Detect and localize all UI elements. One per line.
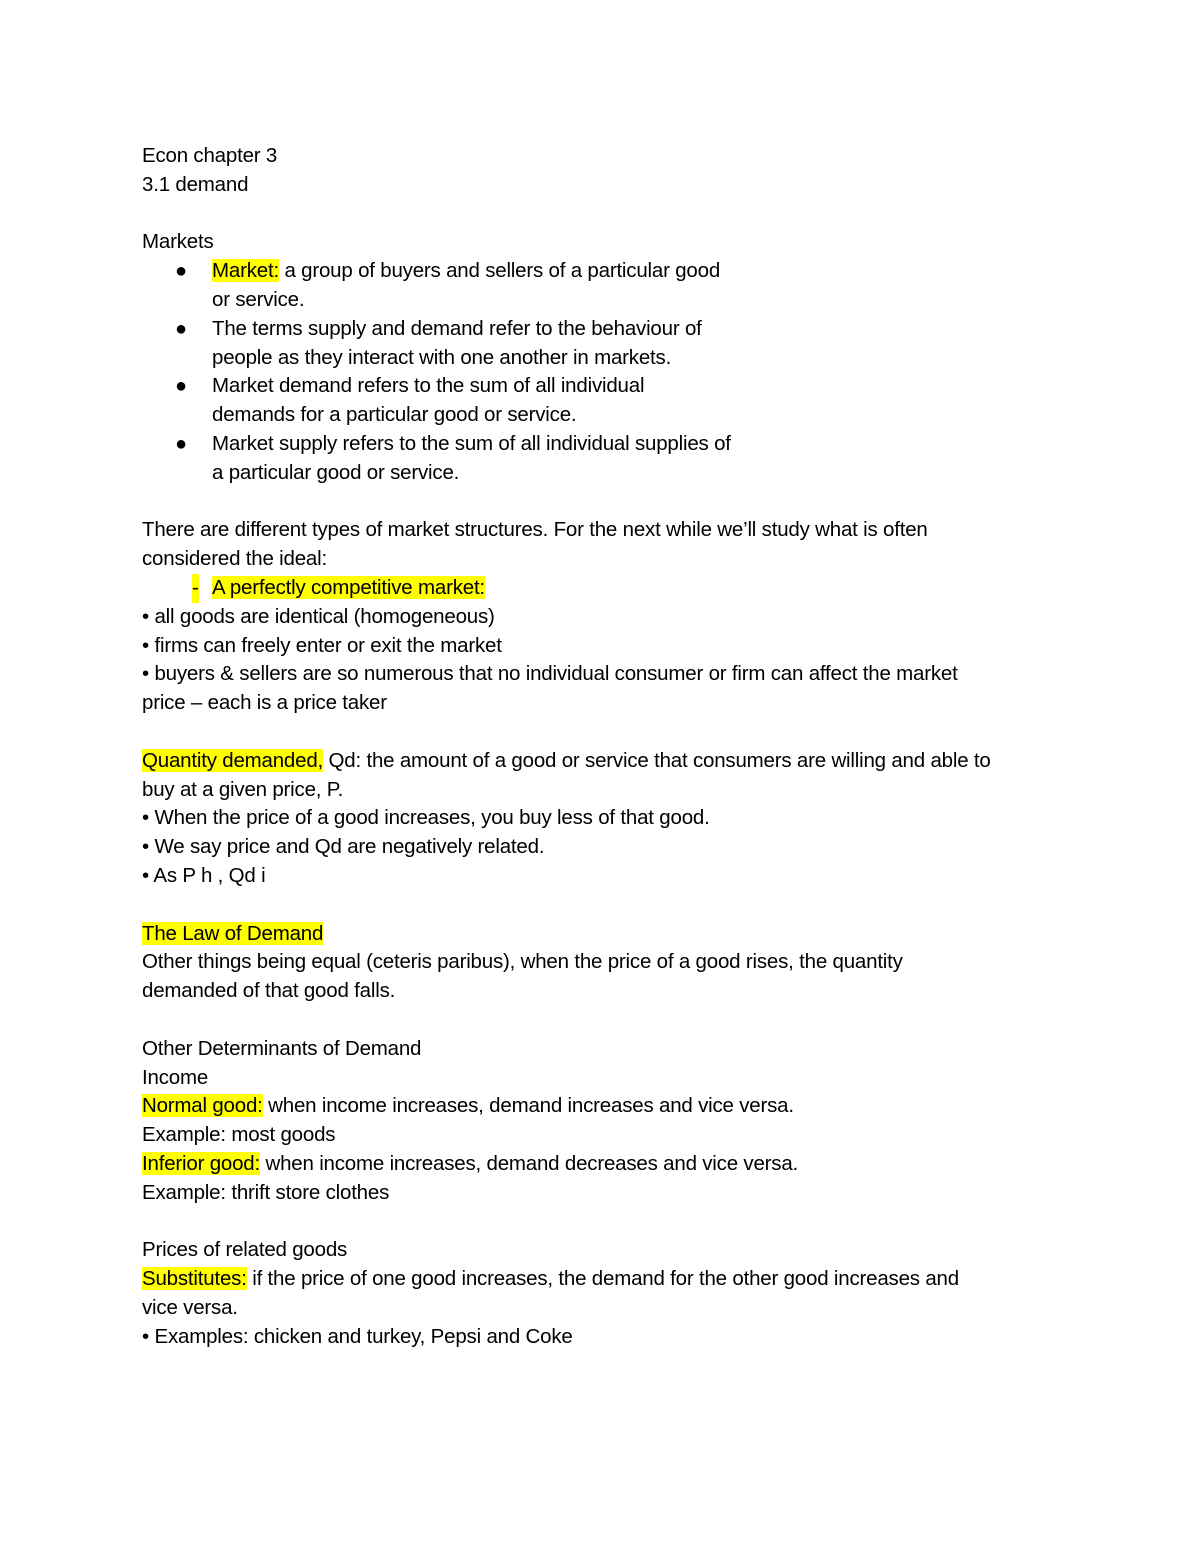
quantity-demanded-line-1 bbox=[142, 747, 1072, 776]
markets-bullet-1-text: a group of buyers and sellers of a particular good or service. bbox=[212, 259, 721, 311]
term-substitutes: Substitutes: bbox=[142, 1267, 247, 1291]
inferior-good-definition: when income increases, demand decreases and vice versa. bbox=[260, 1151, 799, 1175]
structures-point-3: • buyers & sellers are so numerous that no individual consumer or firm can affect the market bbox=[142, 662, 958, 686]
normal-good-definition: when income increases, demand increases and vice versa. bbox=[262, 1094, 794, 1118]
quantity-demanded-point-1: • When the price of a good increases, you buy less of that good. bbox=[142, 806, 710, 830]
document-body bbox=[142, 142, 1072, 1351]
document-title: Econ chapter 3 bbox=[142, 144, 278, 167]
law-of-demand-heading-line bbox=[142, 920, 1072, 949]
blank-line bbox=[142, 891, 1072, 920]
quantity-demanded-line-2: buy at a given price, P. bbox=[142, 777, 344, 801]
term-quantity-demanded: Quantity demanded, bbox=[142, 748, 324, 772]
blank-line bbox=[142, 488, 1072, 517]
structures-point-2: • firms can freely enter or exit the market bbox=[142, 633, 502, 657]
blank-line bbox=[142, 718, 1072, 747]
law-of-demand-line-1: Other things being equal (ceteris paribus), when the price of a good rises, the quantity bbox=[142, 950, 903, 974]
term-inferior-good: Inferior good: bbox=[142, 1151, 260, 1175]
income-heading: Income bbox=[142, 1065, 209, 1089]
markets-bullet-2 bbox=[142, 315, 732, 373]
markets-bullet-1 bbox=[142, 257, 732, 315]
term-normal-good: Normal good: bbox=[142, 1094, 263, 1118]
law-of-demand-heading: The Law of Demand bbox=[142, 921, 324, 945]
structures-intro-line-1: There are different types of market structures. For the next while we’ll study what is often bbox=[142, 518, 928, 542]
blank-line bbox=[142, 1006, 1072, 1035]
substitutes-examples: • Examples: chicken and turkey, Pepsi and Coke bbox=[142, 1324, 573, 1348]
markets-bullet-3-text: Market demand refers to the sum of all individual demands for a particular good or service. bbox=[212, 374, 645, 427]
inferior-good-example: Example: thrift store clothes bbox=[142, 1180, 390, 1204]
blank-line bbox=[142, 1207, 1072, 1236]
blank-line bbox=[142, 200, 1072, 229]
related-goods-heading: Prices of related goods bbox=[142, 1238, 348, 1262]
other-determinants-heading: Other Determinants of Demand bbox=[142, 1036, 422, 1060]
quantity-demanded-point-2: • We say price and Qd are negatively related. bbox=[142, 835, 545, 859]
normal-good-example: Example: most goods bbox=[142, 1123, 336, 1147]
bullet-icon: ● bbox=[175, 260, 187, 283]
markets-heading: Markets bbox=[142, 230, 214, 254]
structures-point-1: • all goods are identical (homogeneous) bbox=[142, 604, 495, 628]
term-market: Market: bbox=[212, 259, 279, 283]
substitutes-line-2: vice versa. bbox=[142, 1295, 238, 1319]
section-subtitle: 3.1 demand bbox=[142, 172, 249, 196]
normal-good-line bbox=[142, 1092, 1072, 1121]
term-perfectly-competitive-market: A perfectly competitive market: bbox=[212, 575, 485, 599]
structures-intro-line-2: considered the ideal: bbox=[142, 547, 327, 571]
substitutes-definition: if the price of one good increases, the demand for the other good increases and bbox=[246, 1267, 959, 1291]
quantity-demanded-point-3: • As P h , Qd i bbox=[142, 863, 266, 887]
substitutes-line-1 bbox=[142, 1265, 1072, 1294]
bullet-icon: ● bbox=[175, 375, 187, 398]
markets-bullet-list bbox=[142, 257, 1072, 487]
markets-bullet-2-text: The terms supply and demand refer to the behaviour of people as they interact with one another in markets. bbox=[212, 316, 702, 369]
perfect-competition-item bbox=[142, 574, 1072, 603]
quantity-demanded-definition: Qd: the amount of a good or service that consumers are willing and able to bbox=[323, 748, 991, 772]
structures-point-3-continuation: price – each is a price taker bbox=[142, 691, 387, 715]
markets-bullet-4 bbox=[142, 430, 732, 488]
bullet-icon: ● bbox=[175, 432, 187, 455]
bullet-icon: ● bbox=[175, 317, 187, 340]
dash-marker: - bbox=[192, 574, 199, 603]
inferior-good-line bbox=[142, 1150, 1072, 1179]
law-of-demand-line-2: demanded of that good falls. bbox=[142, 979, 396, 1003]
markets-bullet-3 bbox=[142, 372, 732, 430]
markets-bullet-4-text: Market supply refers to the sum of all individual supplies of a particular good or service. bbox=[212, 431, 731, 484]
